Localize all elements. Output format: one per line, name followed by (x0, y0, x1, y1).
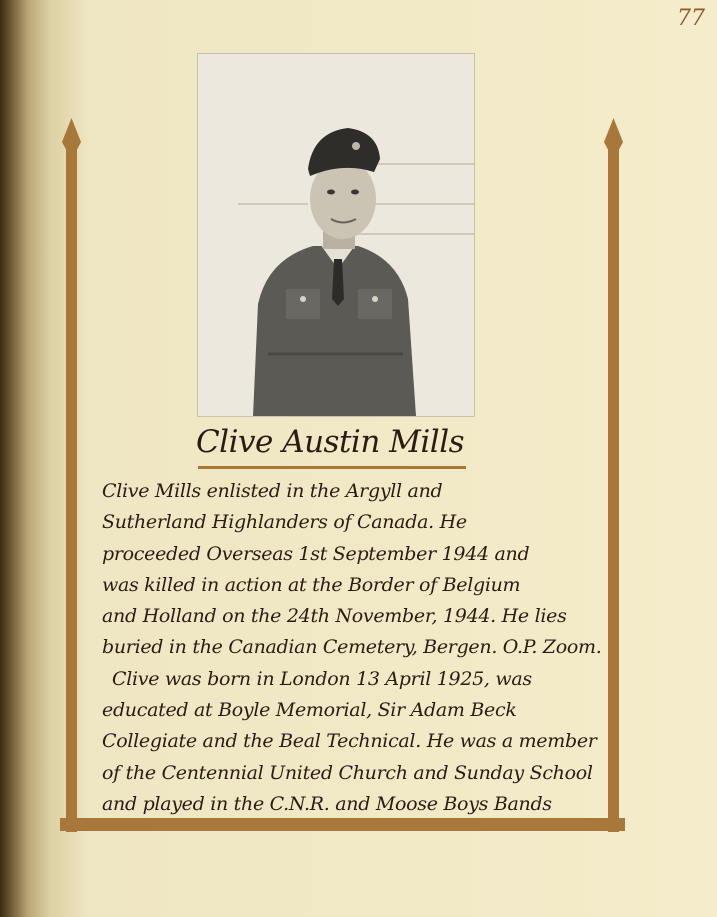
name-underline (198, 466, 466, 469)
biography-line: buried in the Canadian Cemetery, Bergen. O.P. Zoom. (102, 636, 602, 659)
biography-line: and played in the C.N.R. and Moose Boys Bands (102, 792, 552, 815)
name-heading: Clive Austin Mills (195, 424, 465, 460)
soldier-photo (198, 54, 474, 416)
border-right-finial (604, 118, 623, 160)
border-left-post (66, 150, 77, 832)
border-right-post (608, 150, 619, 832)
biography-text (102, 476, 602, 820)
biography-line: proceeded Overseas 1st September 1944 and (102, 542, 530, 565)
biography-line: Sutherland Highlanders of Canada. He (102, 511, 467, 534)
biography-line: Clive Mills enlisted in the Argyll and (102, 480, 443, 502)
biography-line: and Holland on the 24th November, 1944. He lies (102, 605, 567, 628)
page-number: 77 (677, 6, 705, 31)
biography-line: Collegiate and the Beal Technical. He was a member (102, 730, 597, 753)
biography-line: of the Centennial United Church and Sunday School (102, 761, 593, 784)
biography-line: educated at Boyle Memorial, Sir Adam Beck (102, 699, 517, 722)
biography-line: Clive was born in London 13 April 1925, was (112, 667, 532, 690)
biography-line: was killed in action at the Border of Belgium (102, 573, 521, 596)
border-left-finial (62, 118, 81, 160)
